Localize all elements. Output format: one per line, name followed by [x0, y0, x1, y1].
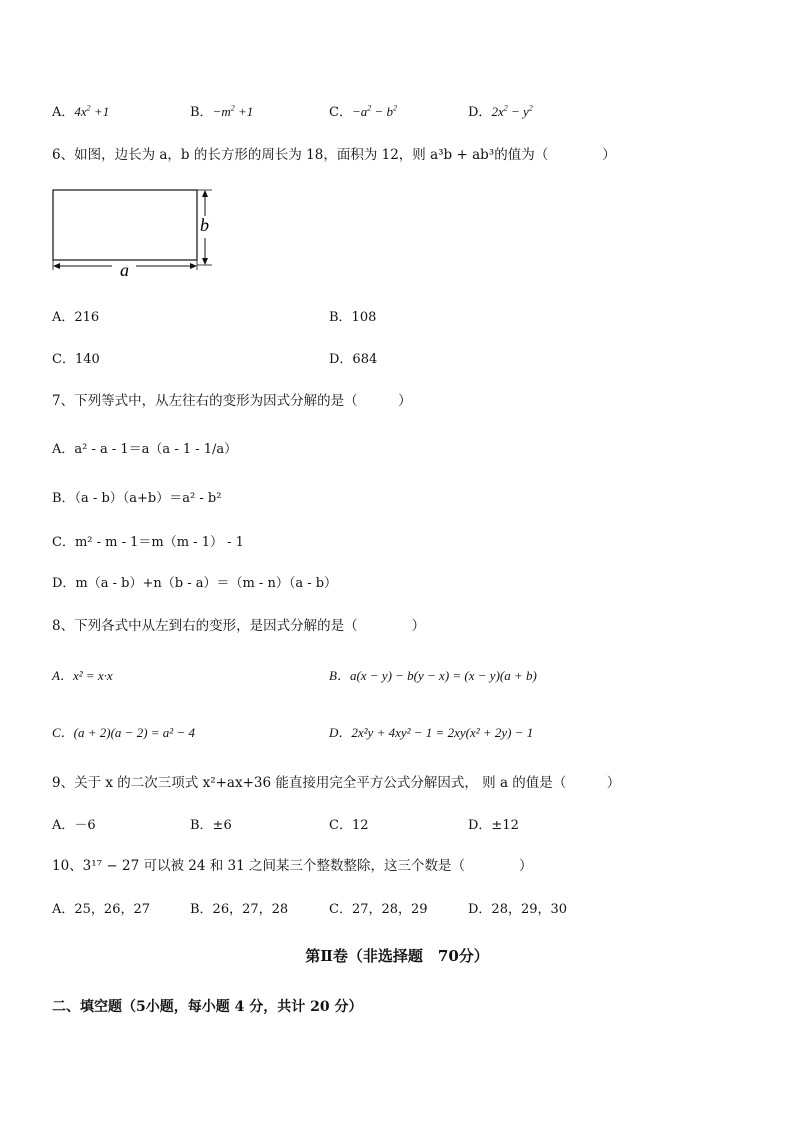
- q6-option-c: C．140: [52, 352, 100, 367]
- q10-stem: 10、3¹⁷ − 27 可以被 24 和 31 之间某三个整数整除，这三个数是（ ）: [52, 858, 533, 874]
- q8-option-b: B．a(x − y) − b(y − x) = (x − y)(a + b): [329, 668, 537, 683]
- label-a: a: [120, 260, 129, 278]
- q5-option-d: D．$2x^2 - y^2$: [468, 103, 533, 120]
- q5-option-a: A．$4x^2 +1$: [52, 103, 110, 120]
- q5-option-b: B．$-m^2 +1$: [190, 103, 254, 120]
- q6-option-d: D．684: [329, 352, 378, 367]
- q7-option-d: D．m（a - b）+n（b - a）＝（m - n）（a - b）: [52, 576, 338, 591]
- q6-option-b: B．108: [329, 310, 377, 325]
- q10-option-b: B．26，27，28: [190, 902, 289, 917]
- q9-option-a: A．－6: [52, 818, 96, 833]
- q8-option-a: A．x² = x·x: [52, 668, 113, 683]
- label-b: b: [200, 215, 209, 235]
- q8-stem: 8、下列各式中从左到右的变形，是因式分解的是（ ）: [52, 618, 426, 634]
- q7-stem: 7、下列等式中，从左往右的变形为因式分解的是（ ）: [52, 393, 412, 409]
- q9-stem: 9、关于 x 的二次三项式 x²+ax+36 能直接用完全平方公式分解因式， 则 a 的值是（ ）: [52, 775, 621, 791]
- q7-option-b: B．（a - b）（a+b）＝a² - b²: [52, 491, 222, 506]
- q10-option-c: C．27，28，29: [329, 902, 428, 917]
- q5-option-c: C．$-a^2 - b^2$: [329, 103, 398, 120]
- rectangle-shape: [53, 190, 197, 260]
- q7-option-a: A．a² - a - 1＝a（a - 1 - 1/a）: [52, 442, 238, 457]
- q6-stem: 6、如图，边长为 a，b 的长方形的周长为 18，面积为 12，则 a³b + ab³的值为（ ）: [52, 147, 616, 163]
- q9-option-c: C．12: [329, 818, 369, 833]
- q8-option-d: D．2x²y + 4xy² − 1 = 2xy(x² + 2y) − 1: [329, 725, 534, 740]
- q7-option-c: C．m² - m - 1＝m（m - 1） - 1: [52, 535, 244, 550]
- q10-option-d: D．28，29，30: [468, 902, 568, 917]
- q9-option-b: B．±6: [190, 818, 232, 833]
- q6-option-a: A．216: [52, 310, 100, 325]
- q6-rectangle-figure: [50, 186, 220, 278]
- part-title: 二、填空题（5小题，每小题 4 分，共计 20 分）: [52, 999, 363, 1015]
- q8-option-c: C．(a + 2)(a − 2) = a² − 4: [52, 725, 195, 740]
- q10-option-a: A．25，26，27: [52, 902, 151, 917]
- q9-option-d: D．±12: [468, 818, 519, 833]
- section-title: 第Ⅱ卷（非选择题 70分）: [305, 947, 489, 965]
